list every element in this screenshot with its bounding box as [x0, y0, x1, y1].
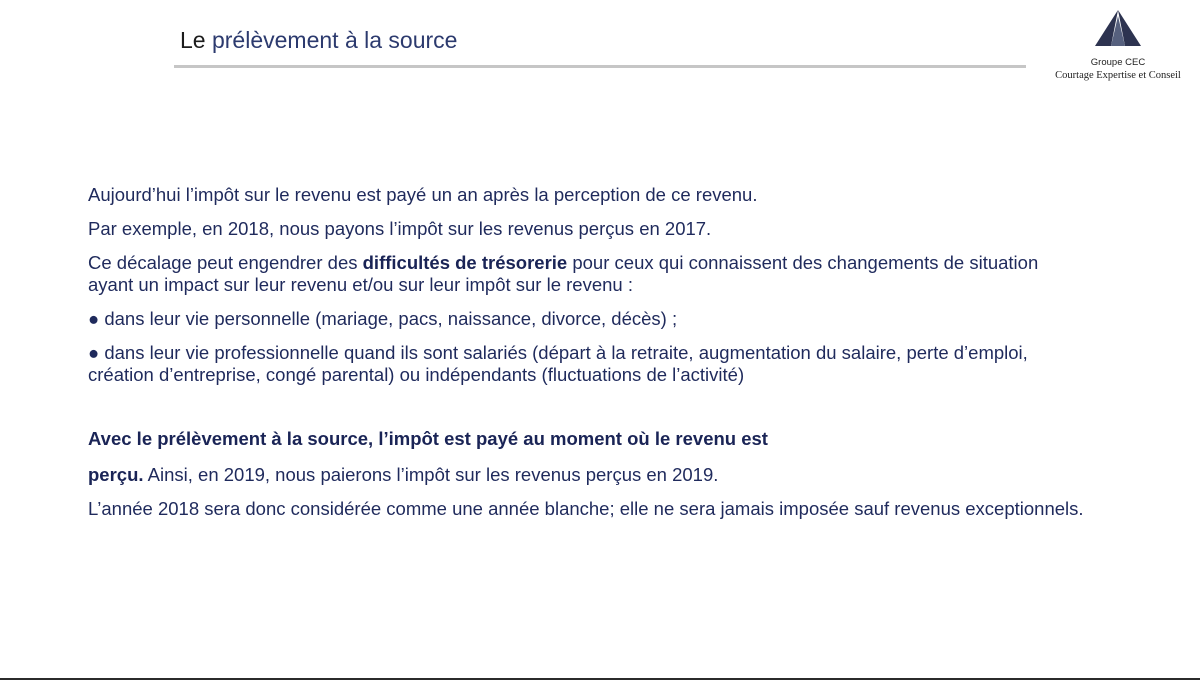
logo-company-name: Groupe CEC [1090, 57, 1146, 68]
pyramid-logo-icon [1095, 8, 1141, 48]
bullet-professional-life [88, 342, 1088, 386]
perceived-bold: perçu. [88, 464, 144, 485]
slide-title [180, 27, 457, 54]
logo-tagline: Courtage Expertise et Conseil [1055, 70, 1181, 81]
offset-bold-phrase: difficultés de trésorerie [362, 252, 568, 273]
paragraph-withholding [88, 428, 1088, 450]
title-divider [174, 65, 1026, 68]
paragraph-current-system: Aujourd’hui l’impôt sur le revenu est payé un an après la perception de ce revenu. [88, 184, 758, 205]
title-first-word: Le [180, 27, 206, 53]
bullet-icon: ● [88, 342, 100, 363]
bullet-professional-text: dans leur vie professionnelle quand ils sont salariés (départ à la retraite, augmentation du salaire, perte d’emploi, création d’entreprise, congé parental) ou indépendants (fluctuations de l’activité) [88, 342, 1028, 385]
perceived-rest: Ainsi, en 2019, nous paierons l’impôt sur les revenus perçus en 2019. [143, 464, 719, 485]
company-logo [1040, 8, 1196, 88]
spacer [88, 398, 1088, 428]
offset-text-before: Ce décalage peut engendrer des [88, 252, 363, 273]
bullet-personal-life [88, 308, 1088, 330]
bullet-icon: ● [88, 308, 100, 329]
bottom-divider [0, 678, 1200, 680]
withholding-bold: Avec le prélèvement à la source, l’impôt est payé au moment où le revenu est [88, 428, 768, 449]
title-rest: prélèvement à la source [205, 27, 458, 53]
paragraph-example: Par exemple, en 2018, nous payons l’impôt sur les revenus perçus en 2017. [88, 218, 712, 239]
paragraph-perceived [88, 464, 1088, 486]
paragraph-offset [88, 252, 1088, 296]
paragraph-blank-year: L’année 2018 sera donc considérée comme une année blanche; elle ne sera jamais imposée sauf revenus exceptionnels. [88, 498, 1084, 519]
offset-text-after: pour ceux qui connaissent des changements de situation ayant un impact sur leur revenu et/ou sur leur impôt sur le revenu : [88, 252, 1039, 295]
bullet-personal-text: dans leur vie personnelle (mariage, pacs, naissance, divorce, décès) ; [99, 308, 678, 329]
slide-body [88, 184, 1088, 532]
